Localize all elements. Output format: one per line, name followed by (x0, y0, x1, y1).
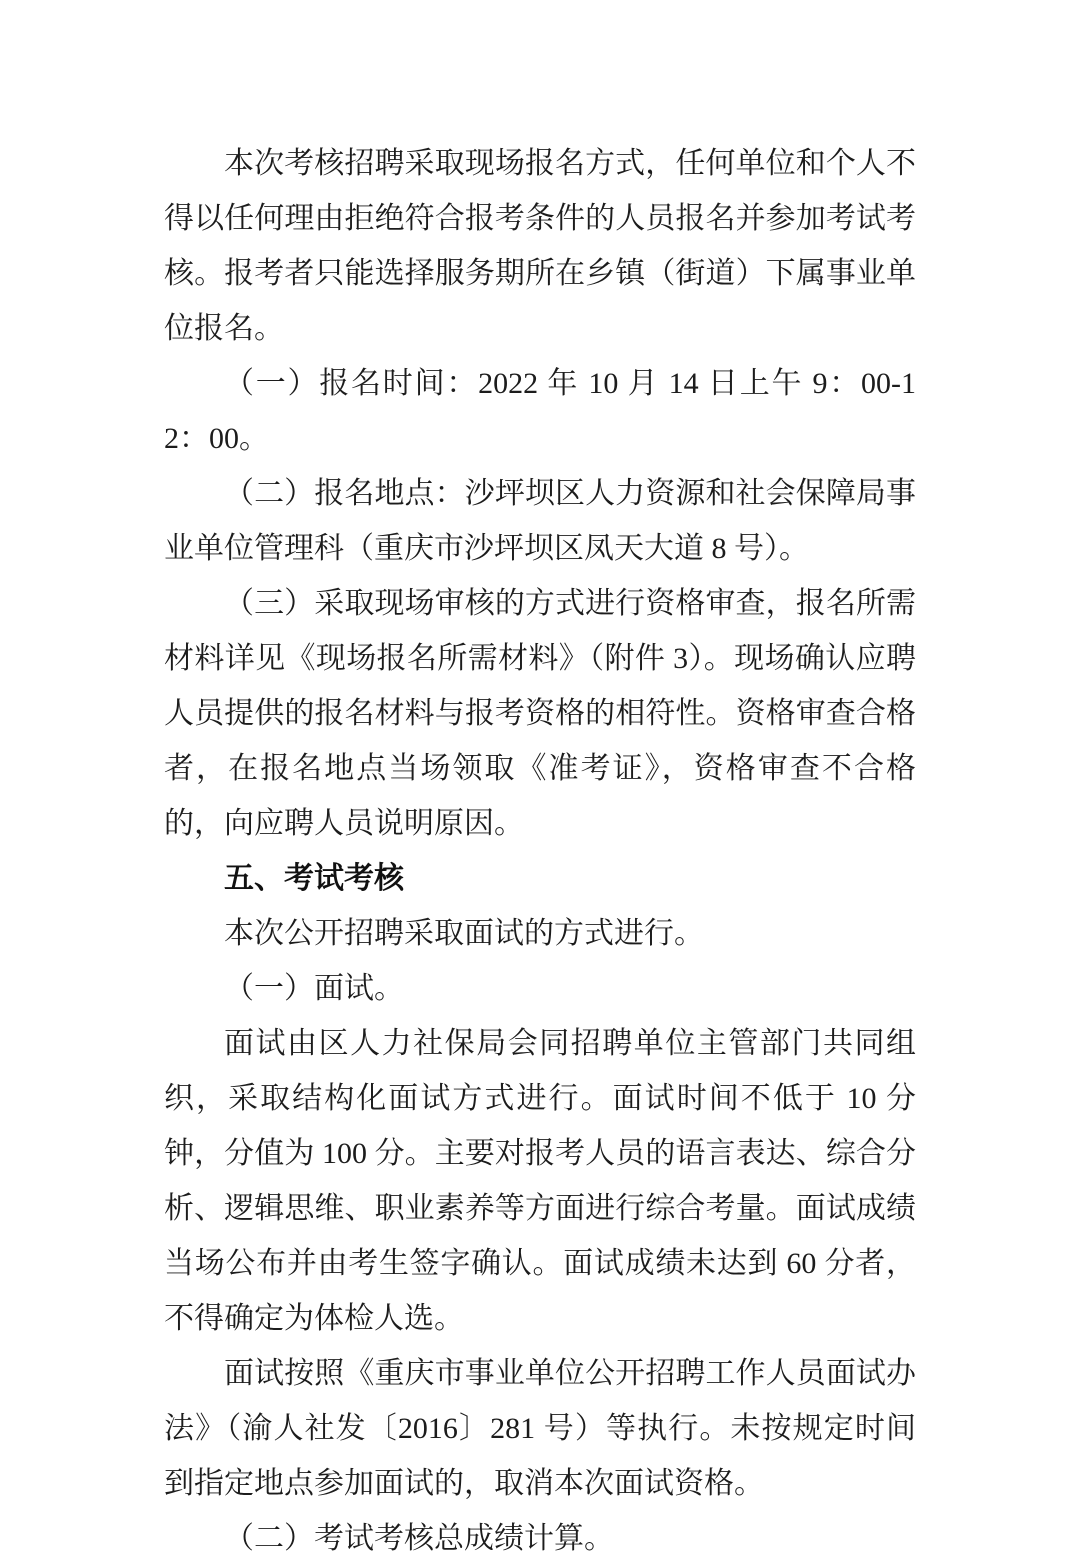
paragraph-interview-regulations: 面试按照《重庆市事业单位公开招聘工作人员面试办法》（渝人社发〔2016〕281 号）等执行。未按规定时间到指定地点参加面试的，取消本次面试资格。 (164, 1357, 916, 1500)
paragraph-registration-location: （二）报名地点：沙坪坝区人力资源和社会保障局事业单位管理科（重庆市沙坪坝区凤天大道 8 号）。 (164, 477, 916, 565)
paragraph-interview-organization: 面试由区人力社保局会同招聘单位主管部门共同组织，采取结构化面试方式进行。面试时间不低于 10 分钟，分值为 100 分。主要对报考人员的语言表达、综合分析、逻辑思维、职业素养等方面进行综合考量。面试成绩当场公布并由考生签字确认。面试成绩未达到 60 分者，不得确定为体检人选。 (164, 1027, 916, 1335)
paragraph-onsite-registration-policy: 本次考核招聘采取现场报名方式，任何单位和个人不得以任何理由拒绝符合报考条件的人员报名并参加考试考核。报考者只能选择服务期所在乡镇（街道）下属事业单位报名。 (164, 147, 916, 345)
paragraph-total-score-subheading: （二）考试考核总成绩计算。 (224, 1522, 614, 1555)
paragraph-qualification-review: （三）采取现场审核的方式进行资格审查，报名所需材料详见《现场报名所需材料》（附件 3）。现场确认应聘人员提供的报名材料与报考资格的相符性。资格审查合格者，在报名地点当场领取《准考证》，资格审查不合格的，向应聘人员说明原因。 (164, 587, 916, 840)
paragraph-interview-method: 本次公开招聘采取面试的方式进行。 (224, 917, 704, 950)
document-body (164, 136, 916, 1566)
paragraph-registration-time: （一）报名时间：2022 年 10 月 14 日上午 9：00-12：00。 (164, 367, 916, 455)
section-heading-exam-assessment: 五、考试考核 (224, 862, 404, 895)
paragraph-interview-subheading: （一）面试。 (224, 972, 404, 1005)
